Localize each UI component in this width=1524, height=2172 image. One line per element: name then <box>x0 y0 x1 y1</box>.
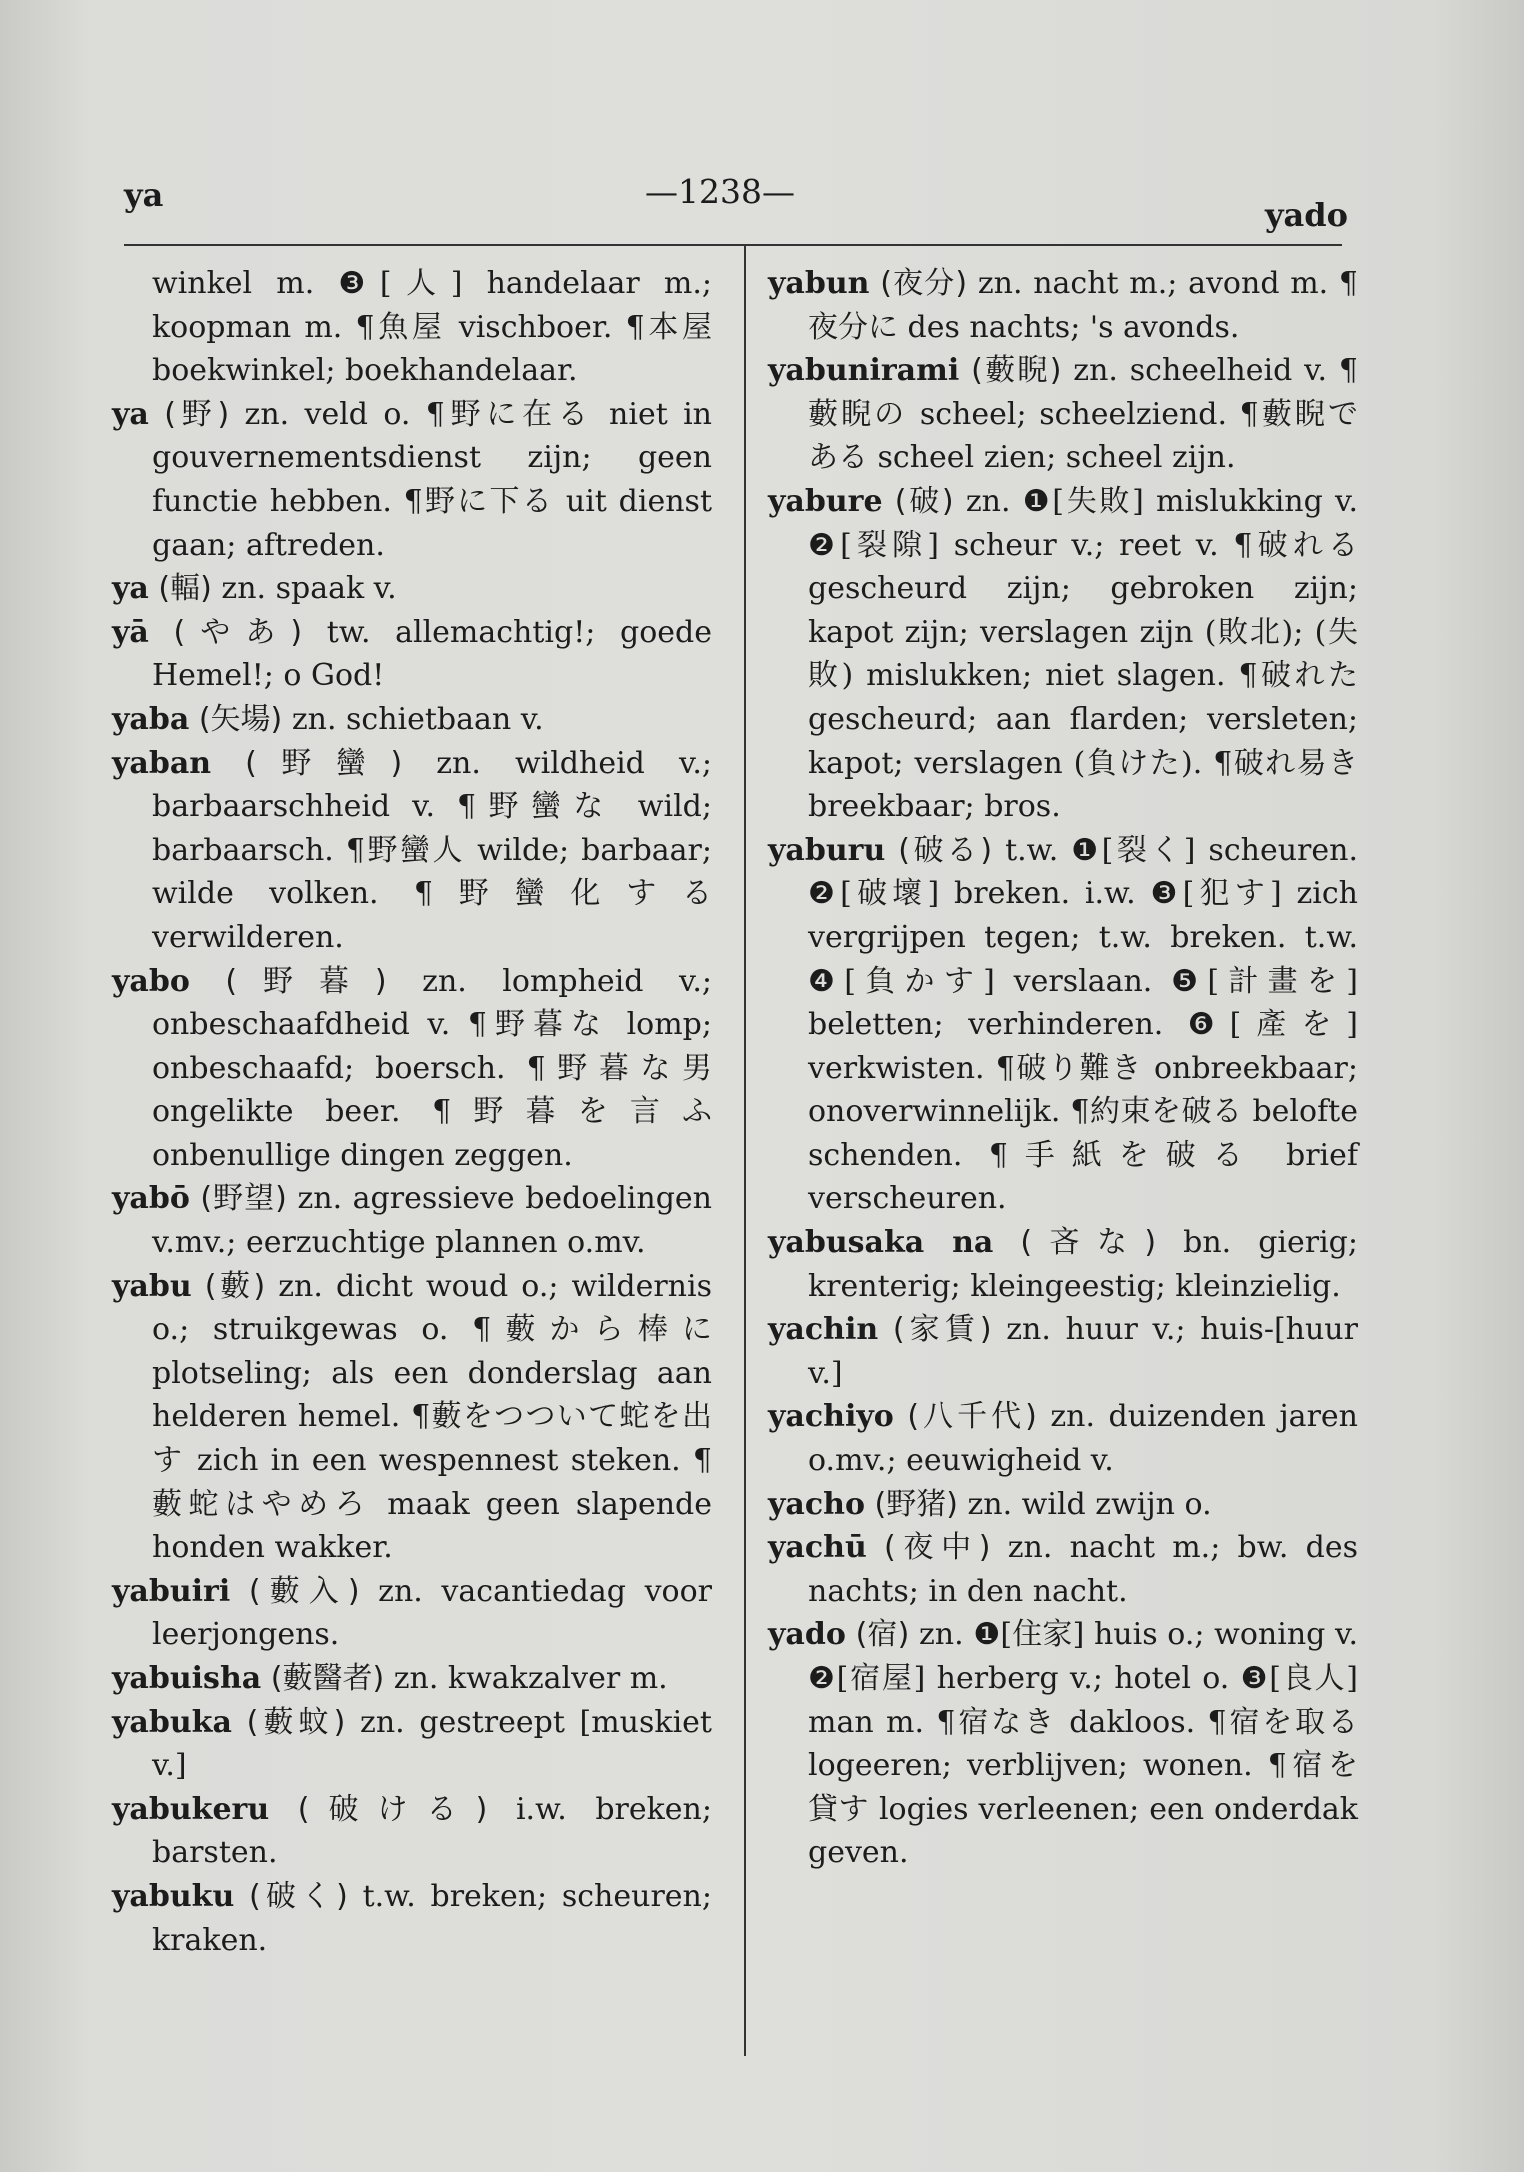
entry-definition: zn. vacantiedag voor leerjongens. <box>152 1573 712 1653</box>
dictionary-entry <box>768 829 1358 1221</box>
entry-headword: yachiyo <box>768 1399 894 1435</box>
entry-headword: yachin <box>768 1312 879 1348</box>
entry-headword: yado <box>768 1617 846 1653</box>
entry-definition: t.w. breken; scheuren; kraken. <box>152 1878 712 1958</box>
entry-definition: tw. allemachtig!; goede Hemel!; o God! <box>152 614 712 694</box>
entry-kanji: (藪) <box>204 1268 266 1304</box>
entry-kanji: (吝な) <box>1020 1225 1157 1261</box>
page-number: —1238— <box>645 172 795 211</box>
dictionary-entry <box>768 1526 1358 1613</box>
entry-definition: zn. spaak v. <box>221 571 397 607</box>
entry-definition: i.w. breken; barsten. <box>152 1791 712 1871</box>
column-divider <box>744 246 746 2056</box>
entry-headword: ya <box>112 571 149 607</box>
entry-headword: yabo <box>112 963 190 999</box>
entry-kanji: (藪蚊) <box>246 1704 346 1740</box>
dictionary-entry <box>768 1395 1358 1482</box>
entry-headword: yabusaka na <box>768 1225 994 1261</box>
entry-kanji: (藪入) <box>248 1573 360 1609</box>
entry-definition: zn. gestreept [muskiet v.] <box>152 1704 712 1784</box>
header-rule <box>124 244 1342 246</box>
dictionary-entry <box>112 611 712 698</box>
entry-headword: yabō <box>112 1181 190 1217</box>
entry-headword: yabuiri <box>112 1573 231 1609</box>
entry-headword: yaburu <box>768 832 886 868</box>
entry-definition: zn. ❶[住家] huis o.; woning v. ❷[宿屋] herberg v.; hotel o. ❸[良人] man m. ¶宿なき dakloos. ¶宿を取る logeeren; verblijven; wonen. ¶宿を貸す logies verleenen; een onderdak geven. <box>808 1617 1358 1871</box>
entry-kanji: (破る) <box>898 832 993 868</box>
entry-kanji: (矢場) <box>198 701 283 737</box>
dictionary-entry <box>112 1788 712 1875</box>
entry-definition: zn. schietbaan v. <box>291 701 544 737</box>
entry-headword: yachū <box>768 1530 867 1566</box>
entry-kanji: (破ける) <box>297 1791 488 1827</box>
dictionary-entry <box>768 349 1358 480</box>
entry-definition: zn. huur v.; huis-[huur v.] <box>808 1312 1358 1391</box>
entry-kanji: (夜分) <box>880 266 968 301</box>
entry-kanji: (家賃) <box>892 1312 992 1348</box>
entry-kanji: (破く) <box>248 1878 348 1914</box>
entry-definition: zn. duizenden jaren o.mv.; eeuwigheid v. <box>808 1399 1358 1479</box>
dictionary-entry <box>112 1570 712 1657</box>
entry-definition: zn. kwakzalver m. <box>393 1661 668 1696</box>
entry-headword: yabuku <box>112 1878 235 1914</box>
entry-headword: yabure <box>768 483 883 519</box>
entry-headword: ya <box>112 396 149 432</box>
entry-kanji: (藪醫者) <box>270 1661 385 1696</box>
entry-definition: zn. scheelheid v. ¶藪睨の scheel; scheelziend. ¶藪睨である scheel zien; scheel zijn. <box>808 353 1358 476</box>
dictionary-entry <box>112 567 712 611</box>
entry-kanji: (宿) <box>855 1617 910 1653</box>
entry-headword: yabukeru <box>112 1791 270 1827</box>
dictionary-entry <box>768 262 1358 349</box>
dictionary-entry <box>112 742 712 960</box>
entry-kanji: (夜中) <box>884 1530 991 1566</box>
entry-headword: yabun <box>768 266 870 301</box>
dictionary-entry <box>768 1308 1358 1395</box>
dictionary-entry <box>112 1177 712 1264</box>
entry-kanji: (野) <box>164 396 230 432</box>
entry-definition: zn. agressieve bedoelingen v.mv.; eerzuchtige plannen o.mv. <box>152 1181 712 1261</box>
entry-definition: t.w. ❶[裂く] scheuren. ❷[破壞] breken. i.w. ❸[犯す] zich vergrijpen tegen; t.w. breken. t.w. ❹[負かす] verslaan. ❺[計畫を] beletten; verhinderen. ❻[產を] verkwisten. ¶破り難き onbreekbaar; onoverwinnelijk. ¶約束を破る belofte schenden. ¶手紙を破る brief verscheuren. <box>808 832 1358 1217</box>
entry-kanji: (野猪) <box>874 1486 958 1522</box>
entry-definition: zn. ❶[失敗] mislukking v. ❷[裂隙] scheur v.; reet v. ¶破れる gescheurd zijn; gebroken zijn; kapot zijn; verslagen zijn (敗北); (失敗) mislukken; niet slagen. ¶破れた gescheurd; aan flarden; versleten; kapot; verslagen (負けた). ¶破れ易き breekbaar; bros. <box>808 483 1358 825</box>
right-guide-word: yado <box>1264 196 1348 234</box>
entry-kanji: (やあ) <box>173 614 303 650</box>
entry-definition: zn. nacht m.; bw. des nachts; in den nacht. <box>808 1530 1358 1609</box>
entry-headword: yabunirami <box>768 353 960 389</box>
dictionary-entry <box>112 698 712 742</box>
dictionary-entry <box>112 1265 712 1570</box>
entry-definition: zn. veld o. ¶野に在る niet in gouvernementsdienst zijn; geen functie hebben. ¶野に下る uit dienst gaan; aftreden. <box>152 396 712 563</box>
entry-headword: yā <box>112 614 149 650</box>
entry-definition: bn. gierig; krenterig; kleingeestig; kleinzielig. <box>808 1225 1358 1304</box>
dictionary-entry <box>112 393 712 567</box>
entry-headword: yabuka <box>112 1704 232 1740</box>
entry-headword: yacho <box>768 1486 865 1522</box>
entry-kanji: (野暮) <box>225 963 387 999</box>
dictionary-entry <box>768 1613 1358 1875</box>
entry-definition: zn. wildheid v.; barbaarschheid v. ¶野蠻な wild; barbaarsch. ¶野蠻人 wilde; barbaar; wilde volken. ¶野蠻化する verwilderen. <box>152 745 712 955</box>
dictionary-entry <box>768 480 1358 829</box>
dictionary-entry <box>112 262 712 393</box>
left-guide-word: ya <box>124 176 164 214</box>
entry-kanji: (輻) <box>158 571 212 607</box>
entry-definition: zn. lompheid v.; onbeschaafdheid v. ¶野暮な lomp; onbeschaafd; boersch. ¶野暮な男 ongelikte beer. ¶野暮を言ふ onbenullige dingen zeggen. <box>152 963 712 1173</box>
entry-headword: yabuisha <box>112 1661 262 1696</box>
entry-headword: yaba <box>112 701 190 737</box>
entry-headword: yaban <box>112 745 212 781</box>
dictionary-entry <box>112 1701 712 1788</box>
left-column <box>112 262 712 1962</box>
dictionary-entry <box>112 1875 712 1962</box>
right-column <box>768 262 1358 1875</box>
entry-definition: winkel m. ❸[人] handelaar m.; koopman m. ¶魚屋 vischboer. ¶本屋 boekwinkel; boekhandelaar. <box>152 266 712 389</box>
entry-definition: zn. wild zwijn o. <box>967 1486 1212 1522</box>
entry-kanji: (八千代) <box>907 1399 1037 1435</box>
dictionary-entry <box>768 1483 1358 1527</box>
entry-headword: yabu <box>112 1268 192 1304</box>
entry-kanji: (藪睨) <box>971 353 1062 389</box>
dictionary-entry <box>112 960 712 1178</box>
dictionary-entry <box>768 1221 1358 1308</box>
entry-kanji: (野望) <box>200 1181 287 1217</box>
entry-definition: zn. dicht woud o.; wildernis o.; struikgewas o. ¶藪から棒に plotseling; als een donderslag aan helderen hemel. ¶藪をつついて蛇を出す zich in een wespennest steken. ¶藪蛇はやめろ maak geen slapende honden wakker. <box>152 1268 712 1566</box>
entry-definition: zn. nacht m.; avond m. ¶夜分に des nachts; 's avonds. <box>808 266 1358 345</box>
dictionary-entry <box>112 1657 712 1701</box>
entry-kanji: (野蠻) <box>245 745 403 781</box>
entry-kanji: (破) <box>894 483 954 519</box>
